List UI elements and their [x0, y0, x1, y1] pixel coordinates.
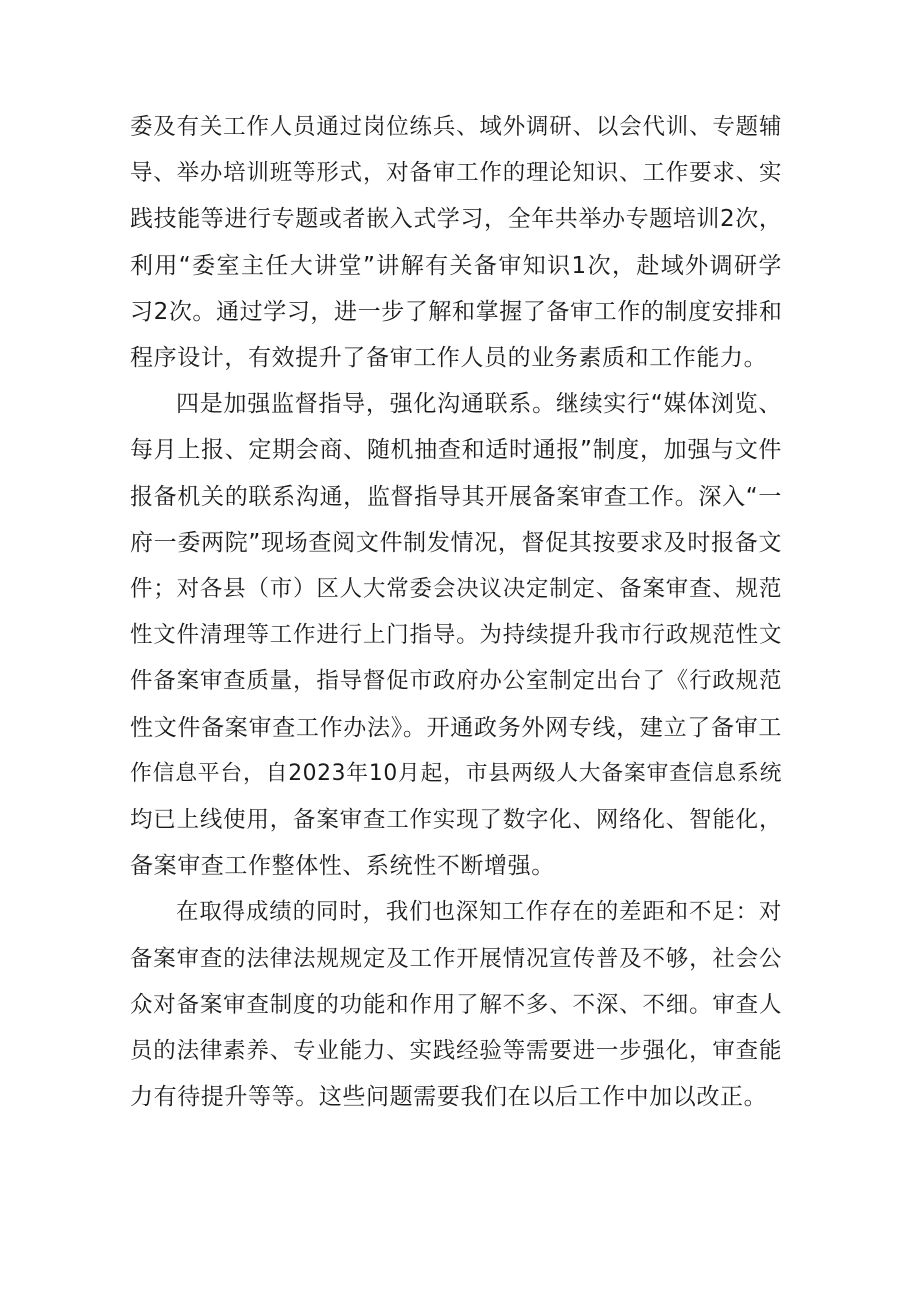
- text-line: 力有待提升等等。这些问题需要我们在以后工作中加以改正。: [130, 1084, 768, 1111]
- text-line: 程序设计，有效提升了备审工作人员的业务素质和工作能力。: [130, 345, 768, 372]
- document-body: [130, 104, 782, 1120]
- text-line: 员的法律素养、专业能力、实践经验等需要进一步强化，审查能: [130, 1038, 782, 1065]
- text-line: 性文件清理等工作进行上门指导。为持续提升我市行政规范性文: [130, 622, 782, 649]
- text-line: 作信息平台，自2023年10月起，市县两级人大备案审查信息系统: [130, 760, 782, 786]
- text-line: 均已上线使用，备案审查工作实现了数字化、网络化、智能化，: [130, 807, 782, 834]
- text-line: 委及有关工作人员通过岗位练兵、域外调研、以会代训、专题辅: [130, 114, 782, 140]
- text-line: 习2次。通过学习，进一步了解和掌握了备审工作的制度安排和: [130, 298, 783, 325]
- text-line: 在取得成绩的同时，我们也深知工作存在的差距和不足：对: [176, 899, 782, 926]
- text-line: 性文件备案审查工作办法》。开通政务外网专线，建立了备审工: [130, 714, 782, 741]
- text-line: 每月上报、定期会商、随机抽查和适时通报”制度，加强与文件: [130, 437, 782, 464]
- text-line: 备案审查工作整体性、系统性不断增强。: [130, 853, 555, 880]
- text-line: 导、举办培训班等形式，对备审工作的理论知识、工作要求、实: [130, 160, 782, 187]
- text-line: 府一委两院”现场查阅文件制发情况，督促其按要求及时报备文: [130, 529, 782, 556]
- text-line: 四是加强监督指导，强化沟通联系。继续实行“媒体浏览、: [176, 391, 782, 418]
- paragraph-training: [130, 104, 782, 381]
- text-line: 践技能等进行专题或者嵌入式学习，全年共举办专题培训2次，: [130, 206, 783, 233]
- text-line: 备案审查的法律法规规定及工作开展情况宣传普及不够，社会公: [130, 945, 782, 972]
- text-line: 报备机关的联系沟通，监督指导其开展备案审查工作。深入“一: [130, 483, 782, 510]
- text-line: 件备案审查质量，指导督促市政府办公室制定出台了《行政规范: [130, 668, 782, 695]
- text-line: 众对备案审查制度的功能和作用了解不多、不深、不细。审查人: [130, 991, 782, 1018]
- paragraph-shortcomings: [130, 889, 782, 1120]
- text-line: 利用“委室主任大讲堂”讲解有关备审知识1次，赴域外调研学: [130, 252, 782, 279]
- paragraph-supervision: [130, 381, 782, 889]
- text-line: 件；对各县（市）区人大常委会决议决定制定、备案审查、规范: [130, 576, 782, 603]
